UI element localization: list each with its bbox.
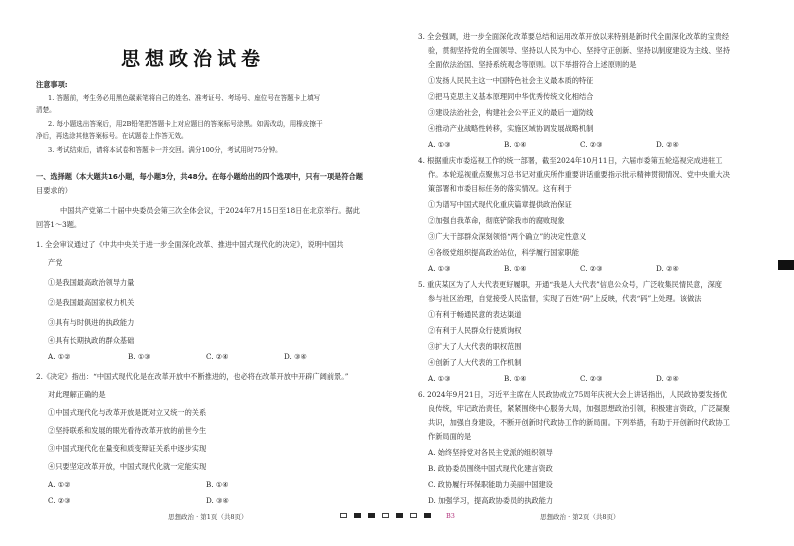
context-text: 回答1～3题。 xyxy=(36,220,82,229)
q6-option-d: D. 加强学习，提高政协委员的执政能力 xyxy=(428,496,554,505)
q1-option-a: A. ①② xyxy=(48,352,71,361)
q5-option-b: B. ①④ xyxy=(504,374,527,383)
binding-mark xyxy=(778,260,794,270)
q3-item: ③建设法治社会，构建社会公平正义的最后一道防线 xyxy=(428,108,594,117)
context-text: 中国共产党第二十届中央委员会第三次全体会议，于2024年7月15日至18日在北京举行。据此 xyxy=(60,206,360,215)
q4-item: ①为谱写中国式现代化重庆篇章提供政治保证 xyxy=(428,200,572,209)
q2-option-b: B. ①④ xyxy=(206,480,229,489)
q1-stem: 1. 全会审议通过了《中共中央关于进一步全面深化改革、推进中国式现代化的决定》，说明中国共 xyxy=(36,240,344,249)
q4-stem: 作。本轮巡视重点聚焦习总书记对重庆所作重要讲话重要指示批示精神贯彻情况、党中央重大决 xyxy=(428,170,730,179)
q2-option-c: C. ②③ xyxy=(48,496,71,505)
notice-line: 清楚。 xyxy=(36,106,56,114)
q3-stem: 3. 全会强调，进一步全面深化改革要总结和运用改革开放以来特别是新时代全面深化改革的宝贵经 xyxy=(418,32,730,41)
footer-square-filled xyxy=(368,513,375,518)
q1-stem: 产党 xyxy=(48,258,63,267)
footer-square-filled xyxy=(354,513,361,518)
section-heading-cont: 目要求的） xyxy=(36,186,72,195)
footer-page-right: 思想政治 · 第2页（共8页） xyxy=(540,513,620,521)
q1-option-b: B. ①③ xyxy=(128,352,151,361)
q1-option-c: C. ②④ xyxy=(206,352,229,361)
q4-item: ③广大干部群众深刻领悟“两个确立”的决定性意义 xyxy=(428,232,587,241)
q3-option-a: A. ①③ xyxy=(428,140,451,149)
q5-option-c: C. ②③ xyxy=(580,374,603,383)
q3-option-d: D. ②④ xyxy=(656,140,679,149)
q3-option-b: B. ①④ xyxy=(504,140,527,149)
q4-option-d: D. ②④ xyxy=(656,264,679,273)
q3-stem: 全面依法治国、坚持系统观念等原则。以下举措符合上述原则的是 xyxy=(428,60,637,69)
q1-item: ①是我国最高政治领导力量 xyxy=(48,278,135,287)
q5-item: ①有利于畅通民意的表达渠道 xyxy=(428,310,522,319)
notice-heading: 注意事项: xyxy=(36,80,68,89)
section-heading: 一、选择题（本大题共16小题，每小题3分，共48分。在每小题给出的四个选项中，只有一项是符合题 xyxy=(36,172,363,181)
q2-item: ①中国式现代化与改革开放是既对立又统一的关系 xyxy=(48,408,207,417)
q2-item: ③中国式现代化在量变和质变辩证关系中逐步实现 xyxy=(48,444,207,453)
notice-line: 净后，再选涂其他答案标号。在试题卷上作答无效。 xyxy=(36,132,188,140)
q6-stem: 良传统，牢记政治责任，紧紧围绕中心服务大局，加强思想政治引领，积极建言资政，广泛凝聚 xyxy=(428,404,730,413)
q4-option-b: B. ①④ xyxy=(504,264,527,273)
footer-page-left: 思想政治 · 第1页（共8页） xyxy=(168,513,248,521)
footer-square-outline xyxy=(340,513,347,518)
q2-option-d: D. ③④ xyxy=(206,496,229,505)
paper-title: 思想政治试卷 xyxy=(120,48,265,70)
q2-option-a: A. ①② xyxy=(48,480,71,489)
q6-option-a: A. 始终坚持党对各民主党派的组织领导 xyxy=(428,448,553,457)
q4-item: ④各级党组织提高政治站位，科学履行国家职能 xyxy=(428,248,579,257)
q5-item: ②有利于人民群众行使质询权 xyxy=(428,326,522,335)
q3-option-c: C. ②③ xyxy=(580,140,603,149)
q4-option-c: C. ②③ xyxy=(580,264,603,273)
footer-code: B3 xyxy=(446,512,455,520)
q6-option-b: B. 政协委员围绕中国式现代化建言资政 xyxy=(428,464,553,473)
q6-stem: 共识，加强自身建设，不断开创新时代政协工作的新局面。下列举措，有助于开创新时代政协工 xyxy=(428,418,730,427)
q3-item: ④推动产业战略性转移，实施区域协调发展战略机制 xyxy=(428,124,594,133)
q1-item: ②是我国最高国家权力机关 xyxy=(48,298,135,307)
notice-line: 3. 考试结束后，请将本试卷和答题卡一并交回。满分100分，考试用时75分钟。 xyxy=(48,146,282,154)
notice-line: 1. 答题前，考生务必用黑色碳素笔将自己的姓名、准考证号、考场号、座位号在答题卡上填写 xyxy=(48,94,321,102)
q3-stem: 验，贯彻坚持党的全面领导、坚持以人民为中心、坚持守正创新、坚持以制度建设为主线、坚持 xyxy=(428,46,730,55)
q3-item: ②把马克思主义基本原理同中华优秀传统文化相结合 xyxy=(428,92,594,101)
q6-option-c: C. 政协履行环保职能助力美丽中国建设 xyxy=(428,480,553,489)
q6-stem: 作新局面的是 xyxy=(428,432,472,441)
q2-stem: 2.《决定》指出：“中国式现代化是在改革开放中不断推进的，也必将在改革开放中开辟广阔前景。” xyxy=(36,372,349,381)
q5-item: ④创新了人大代表的工作机制 xyxy=(428,358,522,367)
q1-item: ④具有长期执政的群众基础 xyxy=(48,336,135,345)
q5-item: ③扩大了人大代表的职权范围 xyxy=(428,342,522,351)
footer-square-outline xyxy=(382,513,389,518)
footer-square-outline xyxy=(410,513,417,518)
q6-stem: 6. 2024年9月21日，习近平主席在人民政协成立75周年庆祝大会上讲话指出，人民政协要发扬优 xyxy=(418,390,728,399)
q2-stem: 对此理解正确的是 xyxy=(48,390,106,399)
notice-line: 2. 每小题选出答案后，用2B铅笔把答题卡上对应题目的答案标号涂黑。如需改动，用橡皮擦干 xyxy=(48,120,323,128)
q5-option-a: A. ①③ xyxy=(428,374,451,383)
q4-stem: 4. 根据重庆市委巡视工作的统一部署，截至2024年10月11日，六届市委第五轮巡视完成进驻工 xyxy=(418,156,723,165)
q1-option-d: D. ③④ xyxy=(284,352,307,361)
q3-item: ①发扬人民民主这一中国特色社会主义最本质的特征 xyxy=(428,76,594,85)
q5-stem: 参与社区治理，自觉接受人民监督，实现了百姓“码”上反映，代表“码”上处理。该做法 xyxy=(428,294,702,303)
footer-square-filled xyxy=(396,513,403,518)
footer-square-filled xyxy=(424,513,431,518)
q2-item: ④只要坚定改革开放，中国式现代化就一定能实现 xyxy=(48,462,207,471)
q5-stem: 5. 重庆某区为了人大代表更好履职，开通“我是人大代表”信息公众号，广泛收集民情民意，深度 xyxy=(418,280,722,289)
q4-option-a: A. ①③ xyxy=(428,264,451,273)
q4-stem: 策部署和市委目标任务的落实情况。这有利于 xyxy=(428,184,572,193)
q1-item: ③具有与时俱进的执政能力 xyxy=(48,318,135,327)
q4-item: ②加强自我革命，彻底铲除我市的腐败现象 xyxy=(428,216,565,225)
q2-item: ②坚持联系和发展的眼光看待改革开放的前世今生 xyxy=(48,426,207,435)
q5-option-d: D. ②④ xyxy=(656,374,679,383)
